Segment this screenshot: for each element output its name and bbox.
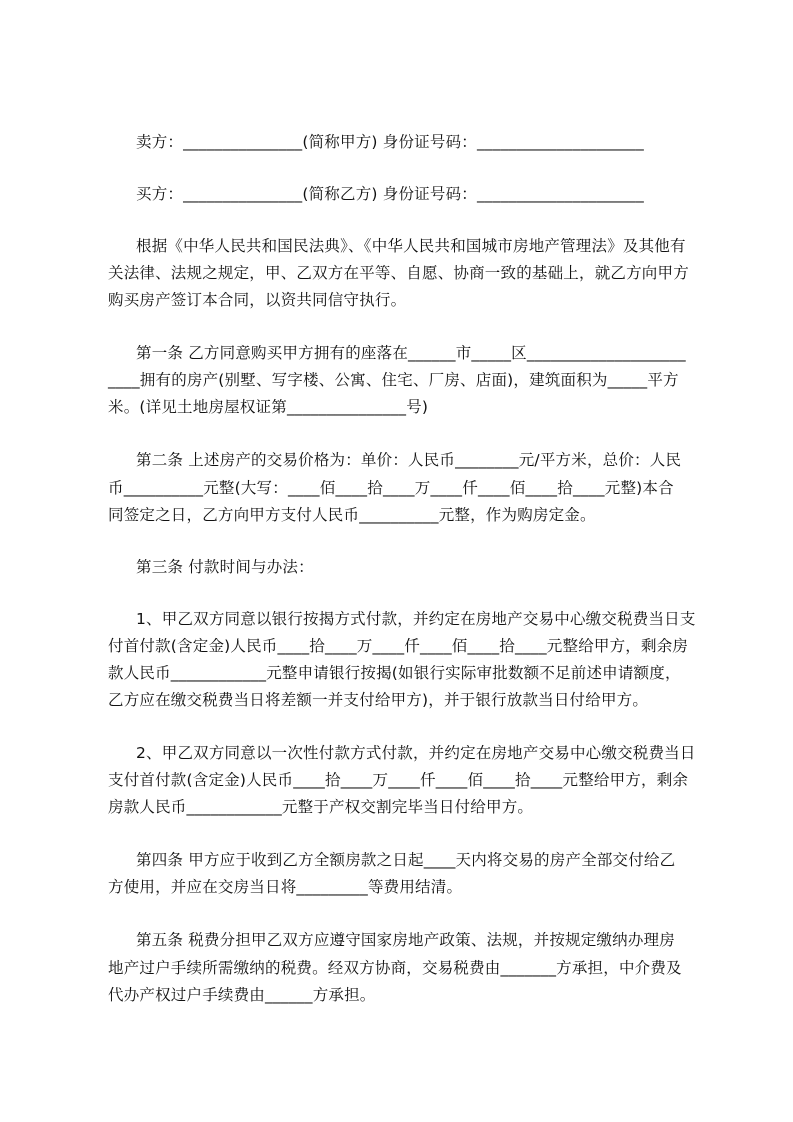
article5-line-2: 地产过户手续所需缴纳的税费。经双方协商，交易税费由_______方承担，中介费及 (108, 959, 682, 977)
buyer-line: 买方：_______________(简称乙方) 身份证号码：_____________________ (136, 185, 644, 203)
article3-item1-line-2: 付首付款(含定金)人民币____拾____万____仟____佰____拾____元整给甲方，剩余房 (108, 637, 689, 655)
article3-item1-line-3: 款人民币____________元整申请银行按揭(如银行实际审批数额不足前述申请额度， (108, 664, 681, 682)
article1-line-2: ____拥有的房产(别墅、写字楼、公寓、住宅、厂房、店面)，建筑面积为_____平方 (108, 371, 679, 389)
article3-item2-line-3: 房款人民币____________元整于产权交割完毕当日付给甲方。 (108, 798, 534, 816)
article4-line-2: 方使用，并应在交房当日将_________等费用结清。 (108, 878, 463, 896)
article5-line-1: 第五条 税费分担甲乙双方应遵守国家房地产政策、法规，并按规定缴纳办理房 (136, 931, 675, 949)
article2-line-2: 币__________元整(大写：____佰____拾____万____仟____佰____拾____元整)本合 (108, 479, 674, 497)
seller-line: 卖方：_______________(简称甲方) 身份证号码：_____________________ (136, 133, 644, 151)
article3-item1-line-1: 1、甲乙双方同意以银行按揭方式付款，并约定在房地产交易中心缴交税费当日支 (136, 610, 696, 628)
article2-line-1: 第二条 上述房产的交易价格为：单价：人民币________元/平方米，总价：人民 (136, 451, 682, 469)
article4-line-1: 第四条 甲方应于收到乙方全额房款之日起____天内将交易的房产全部交付给乙 (136, 851, 676, 869)
article2-line-3: 同签定之日，乙方向甲方支付人民币__________元整，作为购房定金。 (108, 506, 596, 524)
preamble-line-1: 根据《中华人民共和国民法典》、《中华人民共和国城市房地产管理法》及其他有 (136, 237, 686, 255)
article3-item2-line-2: 支付首付款(含定金)人民币____拾____万____仟____佰____拾____元整给甲方，剩余 (108, 771, 689, 789)
article3-title: 第三条 付款时间与办法： (136, 558, 314, 576)
preamble-line-3: 购买房产签订本合同，以资共同信守执行。 (108, 291, 407, 309)
article5-line-3: 代办产权过户手续费由______方承担。 (108, 986, 376, 1004)
preamble-line-2: 关法律、法规之规定，甲、乙双方在平等、自愿、协商一致的基础上，就乙方向甲方 (108, 264, 689, 282)
article3-item1-line-4: 乙方应在缴交税费当日将差额一并支付给甲方)，并于银行放款当日付给甲方。 (108, 691, 649, 709)
article1-line-1: 第一条 乙方同意购买甲方拥有的座落在______市_____区____________________ (136, 344, 686, 362)
article1-line-3: 米。(详见土地房屋权证第_______________号) (108, 398, 429, 416)
article3-item2-line-1: 2、甲乙双方同意以一次性付款方式付款，并约定在房地产交易中心缴交税费当日 (136, 744, 696, 762)
